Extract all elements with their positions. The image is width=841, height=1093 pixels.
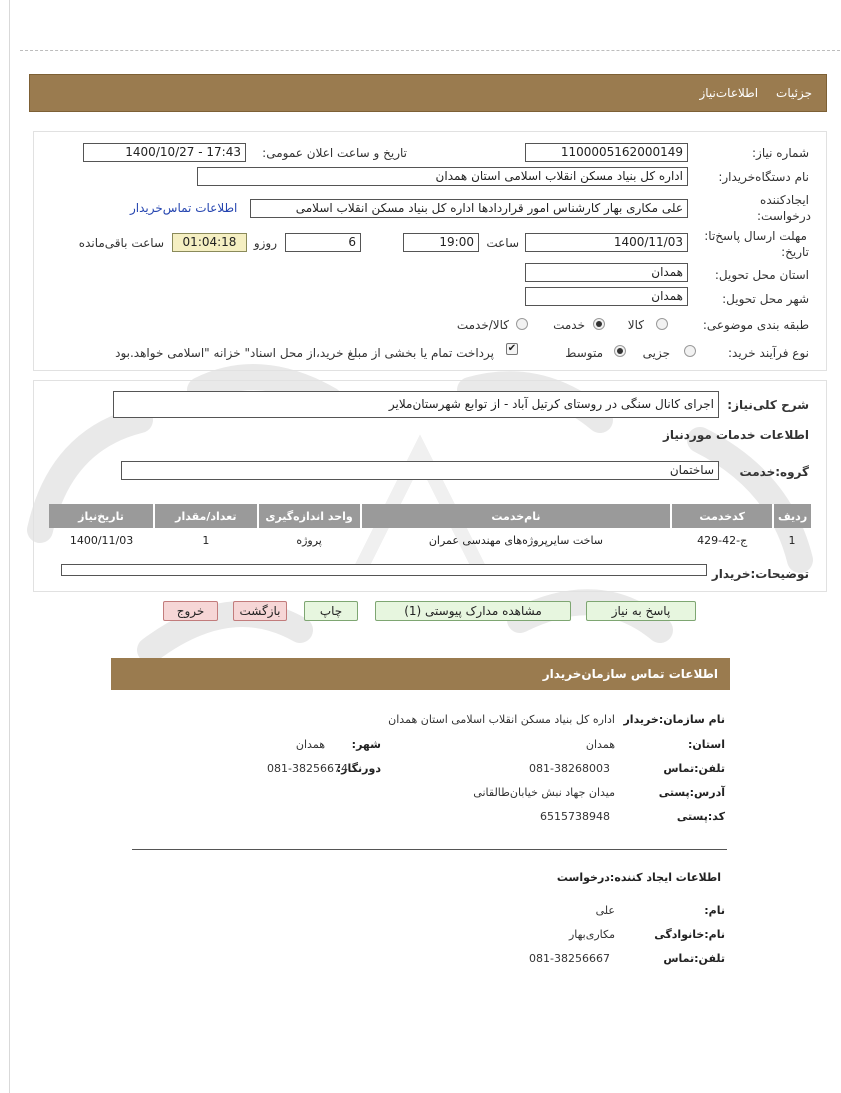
remaining-time-field: 01:04:18 [172,233,247,252]
treasury-payment-note: پرداخت تمام یا بخشی از مبلغ خرید،از محل اسناد" خزانه "اسلامی خواهد.بود [115,346,494,360]
buyer-notes-label: توضیحات:خریدار [711,567,809,581]
contact-divider [132,849,727,850]
deadline-date-field: 1400/11/03 [525,233,688,252]
category-label: طبقه بندی موضوعی: [702,318,809,332]
delivery-city-label: شهر محل تحویل: [722,292,809,306]
delivery-province-label: استان محل تحویل: [714,268,809,282]
services-table [49,504,811,552]
contact-province-label: استان: [688,738,725,751]
service-group-field: ساختمان [121,461,719,480]
col-header-quantity: تعداد/مقدار [154,504,257,528]
creator-field: علی مکاری بهار کارشناس امور قراردادها اداره کل بنیاد مسکن انقلاب اسلامی [250,199,688,218]
summary-label: شرح کلی‌نیاز: [727,398,809,412]
header-bar [29,74,827,112]
services-heading: اطلاعات خدمات موردنیاز [662,428,809,442]
top-divider [20,50,840,51]
view-documents-button[interactable]: مشاهده مدارک پیوستی (1) [375,601,571,621]
category-service-label: خدمت [553,318,585,332]
contact-fax-label: دورنگار: [336,762,381,775]
page-left-border [9,0,10,1093]
summary-field: اجرای کانال سنگی در روستای کرتیل آباد - از توابع شهرستان‌ملایر [113,391,719,418]
need-number-label: شماره نیاز: [752,146,809,160]
category-goods-label: کالا [627,318,644,332]
table-header-row [49,504,811,528]
delivery-province-field: همدان [525,263,688,282]
category-service-radio[interactable] [593,318,605,330]
process-minor-radio[interactable] [684,345,696,357]
contact-city-label: شهر: [351,738,381,751]
org-name-value: اداره کل بنیاد مسکن انقلاب اسلامی استان همدان [388,713,615,726]
contact-fax-value: 081-38256674 [267,762,348,775]
contact-city-value: همدان [295,738,325,751]
buyer-org-field: اداره کل بنیاد مسکن انقلاب اسلامی استان همدان [197,167,688,186]
print-button[interactable]: چاپ [304,601,358,621]
process-minor-label: جزیی [642,346,670,360]
service-group-label: گروه:خدمت [739,465,809,479]
category-goods-service-label: کالا/خدمت [456,318,509,332]
col-header-unit: واحد اندازه‌گیری [258,504,361,528]
delivery-city-field: همدان [525,287,688,306]
days-field: 6 [285,233,361,252]
category-goods-radio[interactable] [656,318,668,330]
cell-row-number: 1 [788,533,796,547]
cell-quantity: 1 [202,533,210,547]
back-button[interactable]: بازگشت [233,601,287,621]
requester-family-value: مکاری‌بهار [568,928,615,941]
requester-phone-value: 081-38256667 [529,952,610,965]
requester-phone-label: تلفن:تماس [663,952,725,965]
table-row [49,528,811,552]
col-header-date: تاریخ‌نیاز [49,504,154,528]
requester-name-label: نام: [704,904,725,917]
process-type-label: نوع فرآیند خرید: [728,346,809,360]
deadline-label-line2: تاریخ: [781,245,809,259]
col-header-row: ردیف [773,504,811,528]
contact-phone-value: 081-38268003 [529,762,610,775]
creator-label-line2: درخواست: [757,209,811,223]
contact-province-value: همدان [585,738,615,751]
org-name-label: نام سازمان:خریدار [623,713,725,726]
requester-family-label: نام:خانوادگی [654,928,725,941]
contact-address-value: میدان جهاد نبش خیابان‌طالقانی [473,786,615,799]
announce-date-field: 1400/10/27 - 17:43 [83,143,246,162]
cell-date: 1400/11/03 [69,533,134,547]
requester-name-value: علی [595,904,615,917]
process-medium-label: متوسط [565,346,603,360]
process-medium-radio[interactable] [614,345,626,357]
requester-title: اطلاعات ایجاد کننده:درخواست [556,871,721,884]
cell-service-code: ج-42-429 [697,533,748,547]
buyer-contact-link[interactable]: اطلاعات تماس‌خریدار [130,201,238,215]
buyer-org-label: نام دستگاه‌خریدار: [718,170,809,184]
days-label: روزو [253,236,277,250]
cell-unit: پروژه [296,533,322,547]
announce-label: تاریخ و ساعت اعلان عمومی: [262,146,407,160]
col-header-service-name: نام‌خدمت [361,504,672,528]
remaining-label: ساعت باقی‌مانده [78,236,164,250]
contact-phone-label: تلفن:تماس [663,762,725,775]
exit-button[interactable]: خروج [163,601,218,621]
tab-need-info[interactable]: اطلاعات‌نیاز [699,86,759,100]
deadline-label-line1: مهلت ارسال پاسخ‌تا: [704,229,807,243]
need-number-field: 1100005162000149 [525,143,688,162]
buyer-notes-field [61,564,707,576]
respond-button[interactable]: پاسخ به نیاز [586,601,696,621]
deadline-hour-label: ساعت [486,236,519,250]
treasury-payment-checkbox[interactable]: ✔ [507,343,517,354]
contact-postal-label: کد:پستی [676,810,725,823]
deadline-time-field: 19:00 [403,233,479,252]
buyer-contact-header: اطلاعات تماس سازمان‌خریدار [111,658,730,690]
contact-postal-value: 6515738948 [540,810,610,823]
contact-address-label: آدرس:پستی [658,786,725,799]
cell-service-name: ساخت سایرپروژه‌های مهندسی عمران [428,533,604,547]
category-goods-service-radio[interactable] [516,318,528,330]
creator-label-line1: ایجادکننده [760,193,809,207]
col-header-service-code: کدخدمت [671,504,773,528]
tab-details[interactable]: جزئیات [776,86,812,100]
